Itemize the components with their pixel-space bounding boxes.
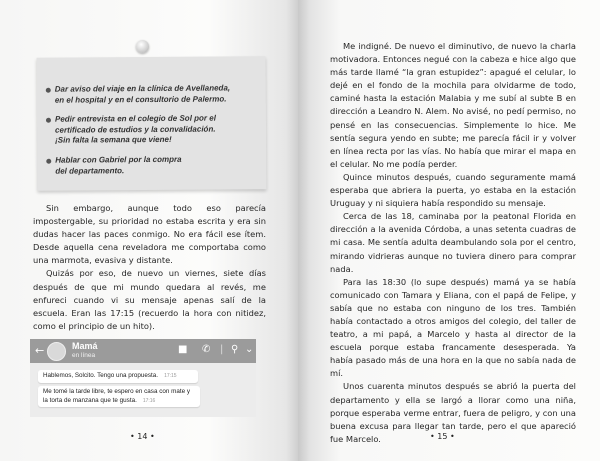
left-page (0, 0, 298, 461)
chat-screenshot (30, 339, 256, 417)
message-time: 17:16 (142, 397, 156, 404)
phone-icon[interactable]: ✆ (202, 344, 211, 355)
divider: | (220, 344, 224, 355)
paragraph: Me indigné. De nuevo el diminutivo, de nuevo la charla motivadora. Entonces negué con la cabeza e hice algo que más tarde llamé “la gran estupidez”: apagué el celular, lo dejé en el fondo de la mochila para olvidarme de todo, caminé hasta la estación Malabia y me subí al subte B en dirección a Leandro N. Alem. No avisé, no pedí permiso, no pensé en las consecuencias. Simplemente lo hice. Me sentía segura yendo en subte; me parecía fácil ir y volver en línea recta por las vías. No había que mirar el mapa en el celular. No me podía perder. (330, 41, 576, 169)
bullet-icon (46, 159, 51, 164)
video-call-icon[interactable]: ■ (178, 344, 188, 355)
note-line: ¡Sin falta la semana que viene! (55, 134, 172, 145)
message-time: 17:15 (164, 373, 177, 379)
note-line: del departamento. (55, 165, 125, 176)
chat-message (38, 386, 200, 407)
contact-name[interactable]: Mamá (72, 341, 98, 351)
note-line: Dar aviso del viaje en la clínica de Avellaneda, (54, 83, 231, 94)
paragraph: Quince minutos después, cuando seguramente mamá esperaba que abriera la puerta, yo estaba en la estación Uruguay y ni siquiera había respondido su mensaje. (330, 171, 576, 209)
note-line: certificado de estudios y la convalidación. (55, 124, 216, 135)
note-line: en el hospital y en el consultorio de Palermo. (54, 93, 227, 105)
page-number: • 14 • (130, 432, 155, 441)
paragraph: Unos cuarenta minutos después se abrió la puerta del departamento y ella se largó a llorar como una niña, porque esperaba verme entrar, fuera de peligro, y con una buena excusa para llegar tan tarde, pero el que apareció fue Marcelo. (330, 381, 576, 444)
right-page (298, 0, 600, 461)
paragraph: Quizás por eso, de nuevo un viernes, siete días después de que mi mundo quedara al revés, me enfureci cuando vi su mensaje apenas salí de la escuela. Eran las 17:15 (recuerdo la hora con nitidez, como el principio de un hito). (33, 268, 266, 331)
page-number: • 15 • (430, 432, 455, 441)
note-item (55, 83, 260, 105)
paragraph: Sin embargo, aunque todo eso parecía impostergable, su prioridad no estaba escrita y era sin dudas hacer las paces conmigo. No era fácil ese ítem. Desde aquella cena reveladora me comportaba como una marmota, evasiva y distante. (33, 203, 266, 266)
contact-status: en línea (72, 352, 96, 359)
chevron-down-icon[interactable]: ⌄ (245, 344, 254, 355)
chat-header (30, 339, 256, 363)
bullet-icon (46, 118, 51, 123)
paragraph: Para las 18:30 (lo supe después) mamá ya se había comunicado con Tamara y Eliana, con el papá de Felipe, y sabía que no estaba con ninguno de los tres. También había contactado a otros amigos del colegio, del taller de teatro, a mi papá, a Marcelo y hasta al director de la escuela porque estaba francamente desesperada. Ya había pasado más de una hora en la que no sabía nada de mí. (330, 276, 576, 379)
chat-message (38, 370, 198, 383)
note-line: Hablar con Gabriel por la compra (55, 154, 182, 165)
search-icon[interactable]: ⚲ (231, 344, 239, 355)
message-text: Hablemos, Solcito. Tengo una propuesta. (43, 372, 159, 379)
sticky-note (37, 56, 267, 191)
message-text: Me tomé la tarde libre, te espero en casa con mate y la torta de manzana que te gusta. (43, 388, 191, 404)
avatar[interactable] (47, 342, 66, 361)
bullet-icon (46, 88, 51, 93)
right-body-text (330, 40, 576, 446)
paragraph: Cerca de las 18, caminaba por la peatonal Florida en dirección a la avenida Córdoba, a unas setenta cuadras de mi casa. Me sentía adulta deambulando sola por el centro, mirando vidrieras aunque no tuviera dinero para comprar nada. (330, 211, 576, 274)
note-item (55, 113, 260, 146)
pushpin-icon (136, 40, 149, 53)
back-arrow-icon[interactable]: ← (35, 344, 45, 357)
left-body-text (33, 202, 266, 333)
note-item (55, 154, 260, 176)
note-line: Pedir entrevista en el colegio de Sol por el (54, 113, 216, 124)
